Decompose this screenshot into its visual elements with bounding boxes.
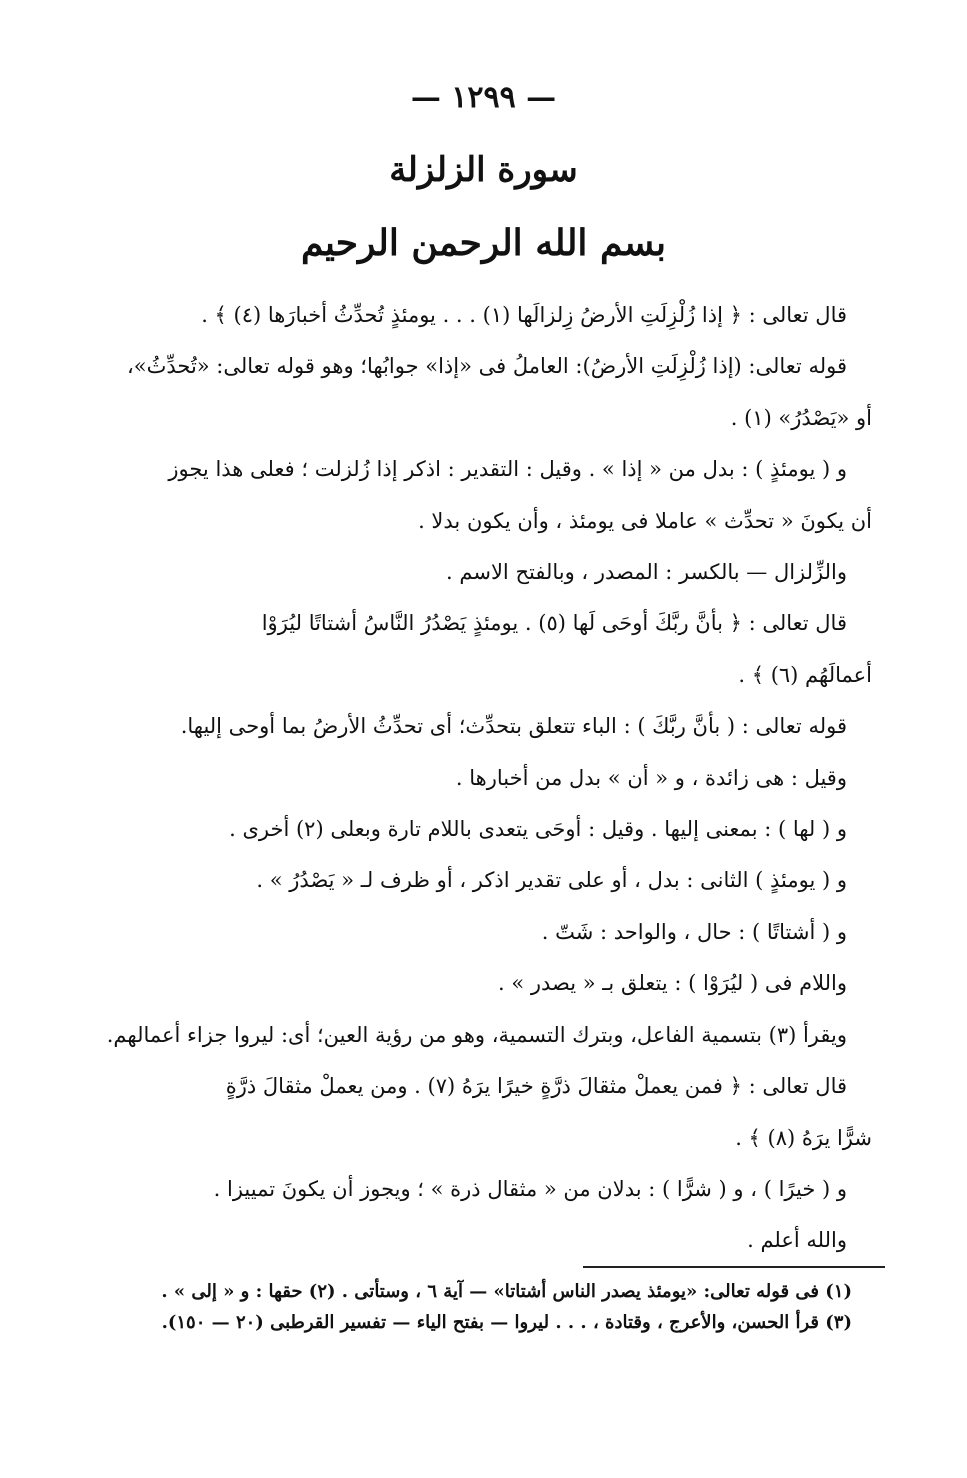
text-line: والله أعلم . [747, 1228, 847, 1253]
text-line: أعمالَهُم (٦) ﴾ . [738, 662, 872, 687]
text-line: قال تعالى : ﴿ بأنَّ ربَّكَ أوحَى لَها (٥) . يومئذٍ يَصْدُرُ النَّاسُ أشتاتًا ليُرَوْا [261, 611, 847, 636]
text-line: ويقرأ (٣) بتسمية الفاعل، وبترك التسمية، وهو من رؤية العين؛ أى: ليروا جزاء أعمالهم. [106, 1022, 847, 1047]
text-line: وقيل : هى زائدة ، و « أن » بدل من أخبارها . [455, 765, 847, 790]
text-line: و ( يومئذٍ ) : بدل من « إذا » . وقيل : التقدير : اذكر إذا زُلزلت ؛ فعلى هذا يجوز [168, 457, 847, 482]
text-line: و ( أشتاتًا ) : حال ، والواحد : شَتّ . [541, 919, 847, 944]
footnotes [107, 1276, 852, 1338]
body-text [100, 290, 872, 1267]
text-line: أن يكونَ « تحدِّث » عاملا فى يومئذ ، وأن يكون بدلا . [418, 508, 872, 533]
basmala: بسم الله الرحمن الرحيم [300, 222, 667, 264]
footnote: (٣) قرأ الحسن، والأعرج ، وقتادة ، . . . ليروا — بفتح الياء — تفسير القرطبى (٢٠ — ١٥٠). [161, 1312, 852, 1333]
text-line: قوله تعالى: (إذا زُلْزِلَتِ الأرضُ): العاملُ فى «إذا» جوابُها؛ وهو قوله تعالى: «تُحدِّثُ»، [126, 354, 847, 379]
text-line: والزِّلزال — بالكسر : المصدر ، وبالفتح الاسم . [446, 560, 847, 585]
text-line: قوله تعالى : ( بأنَّ ربَّكَ ) : الباء تتعلق بتحدِّث؛ أى تحدِّثُ الأرضُ بما أوحى إليها. [180, 714, 847, 739]
text-line: قال تعالى : ﴿ فمن يعملْ مثقالَ ذرَّةٍ خيرًا يرَهُ (٧) . ومن يعملْ مثقالَ ذرَّةٍ [225, 1074, 847, 1099]
text-line: واللام فى ( ليُرَوْا ) : يتعلق بـ « يصدر » . [497, 971, 847, 996]
text-line: شرًّا يرَهُ (٨) ﴾ . [735, 1125, 872, 1150]
text-line: قال تعالى : ﴿ إذا زُلْزِلَتِ الأرضُ زِلزالَها (١) . . . يومئذٍ تُحدِّثُ أخبارَها (٤) ﴾ . [201, 303, 847, 327]
text-line: أو «يَصْدُرُ» (١) . [730, 405, 872, 430]
page-number: — ١٢٩٩ — [410, 80, 557, 115]
footnote: (١) فى قوله تعالى: «يومئذ يصدر الناس أشتاتا» — آية ٦ ، وستأتى . (٢) حقها : و « إلى » . [161, 1281, 852, 1302]
surah-title: سورة الزلزلة [389, 150, 578, 190]
text-line: و ( لها ) : بمعنى إليها . وقيل : أوحَى يتعدى باللام تارة وبعلى (٢) أخرى . [229, 817, 847, 842]
text-line: و ( خيرًا ) ، و ( شرًّا ) : بدلان من « مثقال ذرة » ؛ ويجوز أن يكونَ تمييزا . [213, 1176, 847, 1201]
footnote-divider [583, 1266, 885, 1268]
text-line: و ( يومئذٍ ) الثانى : بدل ، أو على تقدير اذكر ، أو ظرف لـ « يَصْدُرُ » . [256, 868, 847, 893]
